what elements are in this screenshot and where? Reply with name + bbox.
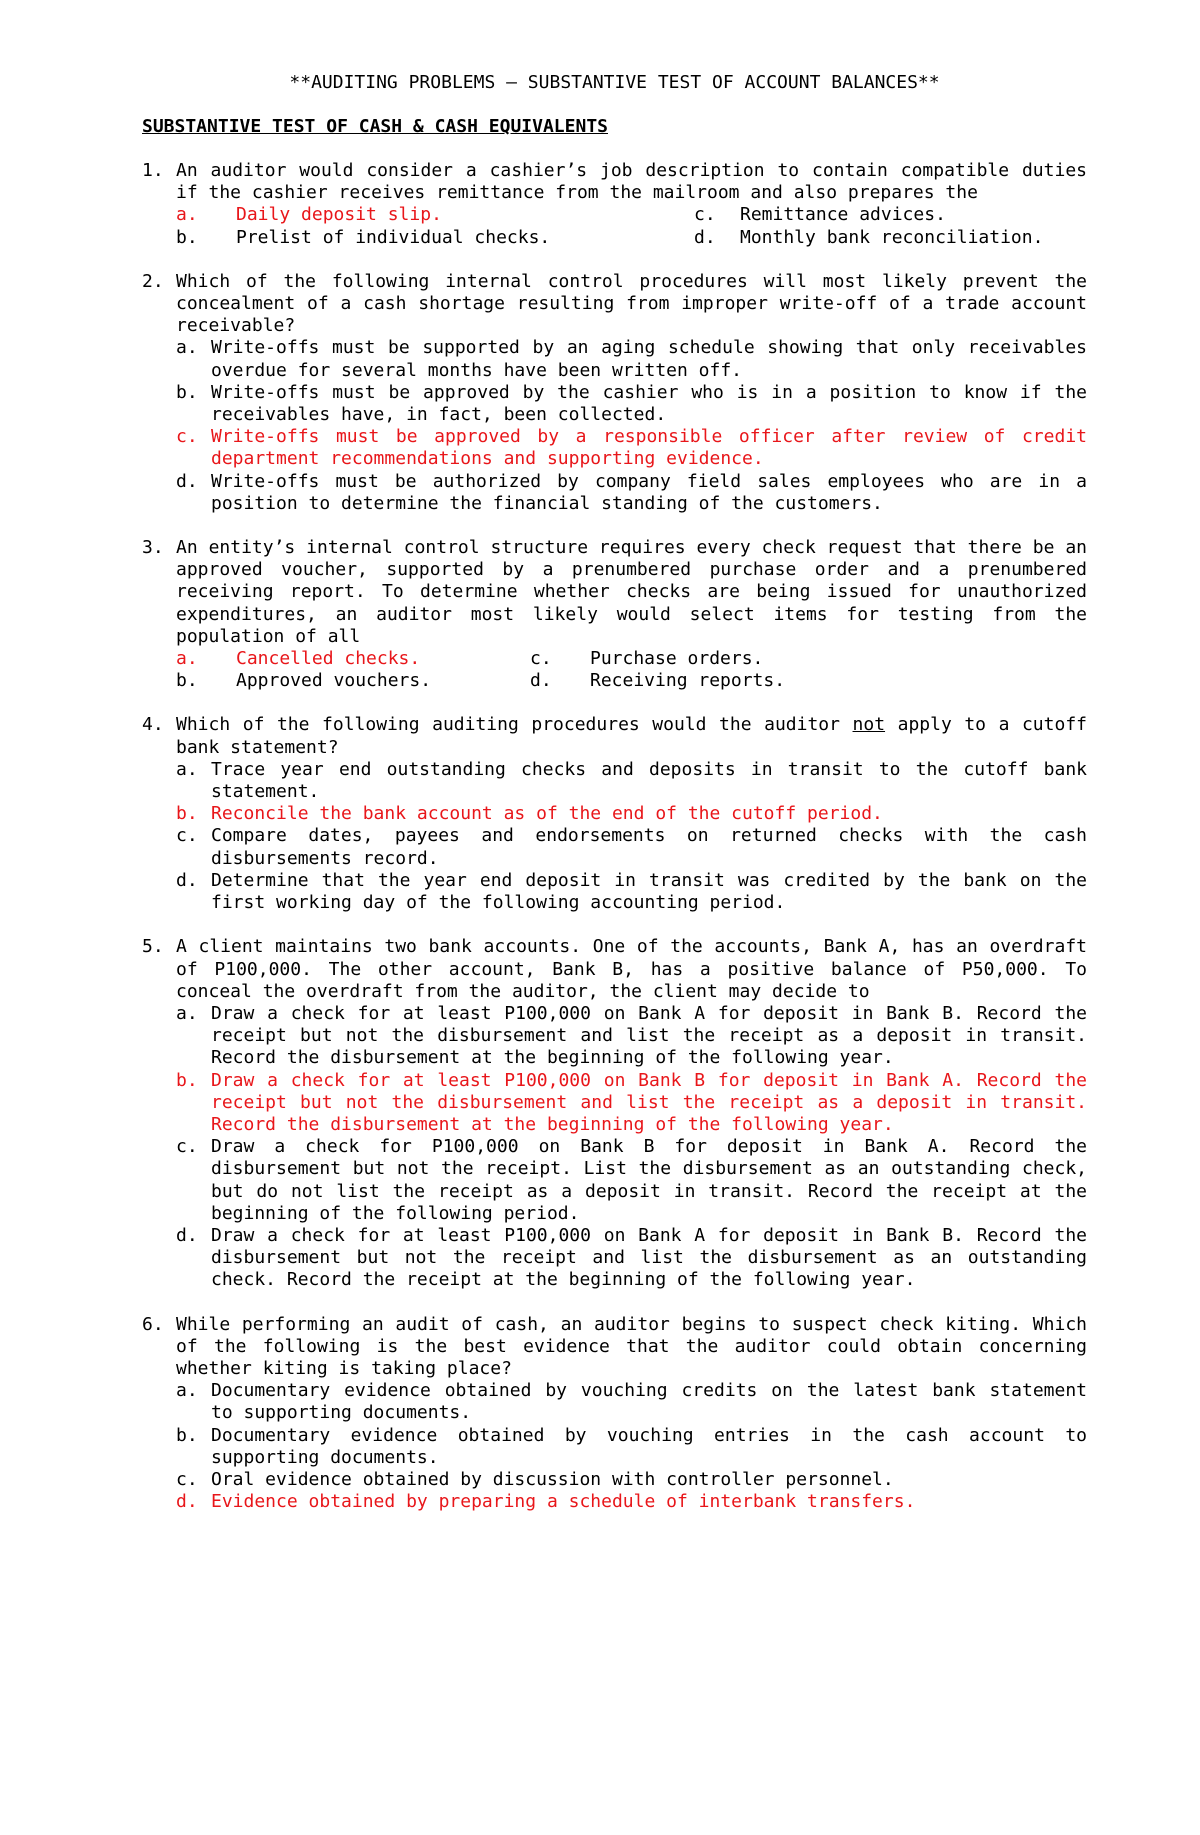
stem-text: apply to a cutoff bank statement? — [176, 714, 1087, 758]
question-stem: Which of the following internal control procedures will most likely prevent the concealment of a cash shortage resulting from improper write-off of a trade account receivable? — [176, 270, 1087, 337]
page-title: **AUDITING PROBLEMS – SUBSTANTIVE TEST OF ACCOUNT BALANCES** — [289, 72, 940, 93]
option-text: Documentary evidence obtained by vouching entries in the cash account to supporting documents. — [211, 1424, 1087, 1468]
option-grid — [176, 204, 1087, 248]
option-c — [176, 825, 1087, 869]
option-letter: b. — [176, 381, 198, 403]
option-letter: a. — [176, 337, 198, 359]
option-text: Purchase orders. — [590, 648, 764, 670]
option-b-correct — [176, 1070, 1087, 1137]
option-text: Determine that the year end deposit in transit was credited by the bank on the first working day of the following accounting period. — [211, 869, 1087, 914]
option-letter: a. — [176, 758, 198, 780]
option-letter: c. — [176, 825, 198, 847]
question-stem: While performing an audit of cash, an auditor begins to suspect check kiting. Which of the following is the best evidence that the auditor could obtain concerning whether kiting is taking place? — [176, 1313, 1087, 1379]
option-c-correct — [176, 426, 1087, 470]
option-letter: a. — [176, 1002, 198, 1024]
option-letter: d. — [176, 1224, 198, 1246]
option-text: Draw a check for at least P100,000 on Bank A for deposit in Bank B. Record the disbursement but not the receipt and list the disbursement as an outstanding check. Record the receipt at the beginning of the following year. — [211, 1224, 1087, 1291]
stem-underlined-word: not — [852, 714, 886, 736]
question-1 — [142, 160, 1087, 249]
option-text: Evidence obtained by preparing a schedule of interbank transfers. — [211, 1491, 916, 1513]
option-letter: d. — [176, 470, 198, 492]
question-stem — [176, 714, 1087, 758]
option-text: Documentary evidence obtained by vouching credits on the latest bank statement to supporting documents. — [211, 1380, 1087, 1424]
option-text: Monthly bank reconciliation. — [740, 226, 1044, 248]
option-a — [176, 337, 1087, 381]
option-text: Trace year end outstanding checks and deposits in transit to the cutoff bank statement. — [211, 758, 1087, 803]
option-text: Approved vouchers. — [236, 670, 432, 692]
option-b-correct — [176, 803, 1087, 825]
option-text: Draw a check for at least P100,000 on Bank A for deposit in Bank B. Record the receipt but not the disbursement and list the receipt as a deposit in transit. Record the disbursement at the beginning of the following year. — [211, 1002, 1087, 1069]
option-letter: a. — [176, 1380, 198, 1402]
option-b — [176, 1425, 1087, 1469]
question-6 — [142, 1314, 1087, 1514]
option-b — [176, 382, 1087, 426]
option-letter: c. — [176, 1468, 198, 1490]
question-number: 5. — [142, 936, 164, 958]
question-stem: An auditor would consider a cashier’s job description to contain compatible duties if the cashier receives remittance from the mailroom and also prepares the — [176, 160, 1087, 204]
option-letter: d. — [694, 226, 716, 248]
option-a — [176, 1003, 1087, 1070]
option-text: Write-offs must be approved by a responsible officer after review of credit department recommendations and supporting evidence. — [211, 426, 1087, 470]
option-letter: b. — [176, 226, 198, 248]
question-2 — [142, 271, 1087, 515]
option-text: Write-offs must be authorized by company field sales employees who are in a position to determine the financial standing of the customers. — [211, 470, 1087, 514]
option-letter: a. — [176, 204, 198, 226]
question-4 — [142, 714, 1087, 914]
option-text-correct: Daily deposit slip. — [236, 204, 442, 226]
option-letter: b. — [176, 1069, 198, 1091]
question-number: 1. — [142, 160, 164, 181]
question-number: 3. — [142, 537, 164, 559]
question-number: 6. — [142, 1313, 164, 1335]
option-text: Draw a check for P100,000 on Bank B for deposit in Bank A. Record the disbursement but not the receipt. List the disbursement as an outstanding check, but do not list the receipt as a deposit in transit. Record the receipt at the beginning of the following period. — [211, 1136, 1087, 1224]
question-number: 4. — [142, 714, 164, 736]
option-text: Draw a check for at least P100,000 on Bank B for deposit in Bank A. Record the receipt but not the disbursement and list the receipt as a deposit in transit. Record the disbursement at the beginning of the following year. — [211, 1069, 1087, 1135]
option-d — [176, 870, 1087, 914]
option-letter: b. — [176, 803, 198, 825]
option-letter: d. — [176, 1491, 198, 1513]
question-stem: A client maintains two bank accounts. One of the accounts, Bank A, has an overdraft of P100,000. The other account, Bank B, has a positive balance of P50,000. To conceal the overdraft from the auditor, the client may decide to — [176, 936, 1087, 1002]
option-letter: c. — [694, 204, 716, 226]
option-text: Remittance advices. — [740, 204, 946, 226]
question-stem: An entity’s internal control structure requires every check request that there be an approved voucher, supported by a prenumbered purchase order and a prenumbered receiving report. To determine whether checks are being issued for unauthorized expenditures, an auditor most likely would select items for testing from the population of all — [176, 537, 1087, 647]
option-text-correct: Cancelled checks. — [236, 648, 421, 670]
question-5 — [142, 936, 1087, 1291]
option-letter: c. — [530, 648, 552, 670]
option-grid — [176, 648, 1087, 692]
option-text: Write-offs must be approved by the cashier who is in a position to know if the receivables have, in fact, been collected. — [211, 381, 1087, 426]
option-text: Write-offs must be supported by an aging schedule showing that only receivables overdue for several months have been written off. — [211, 337, 1087, 381]
question-number: 2. — [142, 270, 164, 292]
option-text: Oral evidence obtained by discussion with controller personnel. — [211, 1468, 894, 1490]
option-letter: c. — [176, 1136, 198, 1158]
stem-text: Which of the following auditing procedures would the auditor — [176, 714, 853, 736]
option-text: Reconcile the bank account as of the end of the cutoff period. — [211, 803, 883, 825]
option-d — [176, 1225, 1087, 1292]
section-heading: SUBSTANTIVE TEST OF CASH & CASH EQUIVALENTS — [142, 116, 608, 137]
option-letter: b. — [176, 1424, 198, 1446]
option-text: Receiving reports. — [590, 670, 786, 692]
question-3 — [142, 537, 1087, 692]
option-letter: d. — [176, 869, 198, 891]
option-letter: c. — [176, 426, 198, 448]
option-a — [176, 1380, 1087, 1424]
option-d-correct — [176, 1491, 1087, 1513]
option-c — [176, 1469, 1087, 1491]
document-page — [142, 72, 1087, 1513]
option-text: Prelist of individual checks. — [236, 226, 551, 248]
option-a — [176, 759, 1087, 803]
option-c — [176, 1136, 1087, 1225]
option-letter: d. — [530, 670, 552, 692]
option-letter: b. — [176, 670, 198, 692]
option-d — [176, 471, 1087, 515]
option-text: Compare dates, payees and endorsements on returned checks with the cash disbursements record. — [211, 825, 1087, 869]
option-letter: a. — [176, 648, 198, 670]
